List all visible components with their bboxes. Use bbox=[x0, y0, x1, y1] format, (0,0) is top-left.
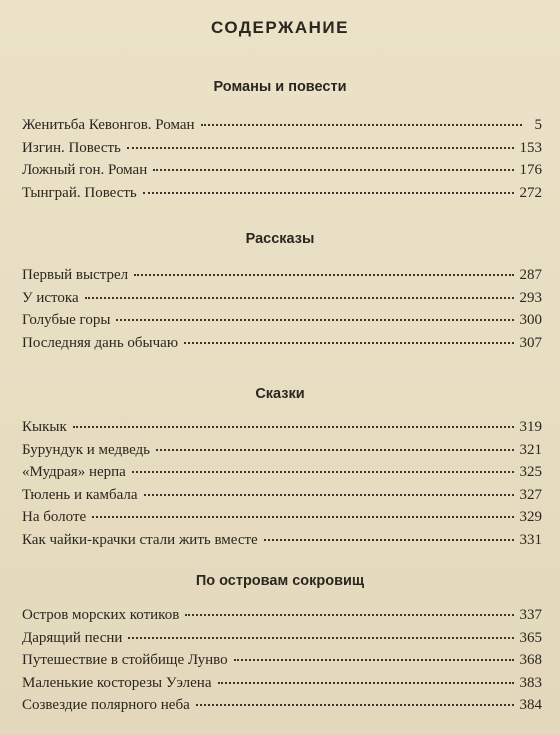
entry-page-number: 329 bbox=[519, 509, 542, 525]
entry-page-number: 368 bbox=[519, 652, 542, 668]
dot-leader bbox=[132, 470, 514, 473]
entry-title: Созвездие полярного неба bbox=[22, 697, 190, 713]
entry-title: Как чайки-крачки стали жить вместе bbox=[22, 531, 258, 548]
section-heading: По островам сокровищ bbox=[195, 573, 365, 589]
entry-page-number: 272 bbox=[519, 184, 542, 201]
entry-title: Бурундук и медведь bbox=[22, 441, 151, 458]
entry-page-number: 287 bbox=[519, 267, 542, 283]
entry-title: Маленькие косторезы Уэлена bbox=[22, 674, 212, 691]
dot-leader bbox=[85, 296, 514, 299]
entry-title: Путешествие в стойбище Лунво bbox=[22, 652, 228, 668]
dot-leader bbox=[143, 191, 514, 194]
toc-entry[interactable] bbox=[22, 442, 542, 465]
dot-leader bbox=[184, 341, 513, 344]
toc-entry[interactable] bbox=[22, 162, 542, 185]
dot-leader bbox=[196, 703, 514, 706]
entry-page-number: 321 bbox=[519, 441, 542, 458]
section-entries bbox=[22, 267, 542, 357]
dot-leader bbox=[134, 273, 513, 276]
dot-leader bbox=[234, 658, 514, 661]
toc-entry[interactable] bbox=[22, 290, 542, 313]
toc-entry[interactable] bbox=[22, 509, 542, 532]
toc-entry[interactable] bbox=[22, 117, 542, 140]
toc-entry[interactable] bbox=[22, 487, 542, 510]
section-entries bbox=[22, 419, 542, 554]
entry-page-number: 365 bbox=[519, 629, 542, 646]
dot-leader bbox=[218, 681, 514, 684]
toc-entry[interactable] bbox=[22, 675, 542, 698]
entry-title: Тынграй. Повесть bbox=[22, 184, 137, 201]
section-heading: Сказки bbox=[255, 386, 305, 402]
toc-entry[interactable] bbox=[22, 630, 542, 653]
toc-entry[interactable] bbox=[22, 532, 542, 555]
toc-entry[interactable] bbox=[22, 697, 542, 720]
section-heading: Рассказы bbox=[245, 231, 315, 247]
toc-entry[interactable] bbox=[22, 312, 542, 335]
entry-title: Тюлень и камбала bbox=[22, 486, 138, 503]
entry-page-number: 153 bbox=[519, 139, 542, 156]
toc-entry[interactable] bbox=[22, 607, 542, 630]
dot-leader bbox=[128, 636, 513, 639]
toc-entry[interactable] bbox=[22, 335, 542, 358]
entry-title: Голубые горы bbox=[22, 312, 111, 328]
dot-leader bbox=[116, 318, 513, 321]
entry-page-number: 319 bbox=[519, 419, 542, 435]
section-entries bbox=[22, 607, 542, 720]
entry-page-number: 337 bbox=[519, 607, 542, 623]
toc-entry[interactable] bbox=[22, 652, 542, 675]
entry-page-number: 383 bbox=[519, 674, 542, 691]
entry-title: Остров морских котиков bbox=[22, 607, 180, 623]
toc-entry[interactable] bbox=[22, 419, 542, 442]
dot-leader bbox=[156, 448, 513, 451]
entry-title: Изгин. Повесть bbox=[22, 139, 121, 156]
entry-page-number: 325 bbox=[519, 464, 542, 480]
section-heading: Романы и повести bbox=[213, 79, 347, 95]
entry-page-number: 331 bbox=[519, 531, 542, 548]
dot-leader bbox=[153, 168, 513, 171]
entry-title: У истока bbox=[22, 289, 79, 306]
entry-page-number: 300 bbox=[519, 312, 542, 328]
entry-page-number: 327 bbox=[519, 486, 542, 503]
dot-leader bbox=[185, 613, 513, 616]
page-title: СОДЕРЖАНИЕ bbox=[211, 18, 349, 37]
entry-title: Дарящий песни bbox=[22, 629, 123, 646]
entry-title: Первый выстрел bbox=[22, 267, 129, 283]
entry-title: Последняя дань обычаю bbox=[22, 334, 179, 351]
toc-entry[interactable] bbox=[22, 464, 542, 487]
entry-title: Женитьба Кевонгов. Роман bbox=[22, 117, 195, 133]
dot-leader bbox=[264, 538, 514, 541]
entry-title: «Мудрая» нерпа bbox=[22, 464, 126, 480]
dot-leader bbox=[127, 146, 514, 149]
toc-entry[interactable] bbox=[22, 140, 542, 163]
dot-leader bbox=[92, 515, 513, 518]
entry-page-number: 293 bbox=[519, 289, 542, 306]
entry-page-number: 307 bbox=[519, 334, 542, 351]
dot-leader bbox=[73, 425, 514, 428]
dot-leader bbox=[144, 493, 514, 496]
entry-title: На болоте bbox=[22, 509, 87, 525]
section-entries bbox=[22, 117, 542, 207]
entry-title: Ложный гон. Роман bbox=[22, 162, 148, 178]
entry-page-number: 176 bbox=[519, 162, 542, 178]
dot-leader bbox=[201, 123, 522, 126]
entry-page-number: 384 bbox=[519, 697, 542, 713]
entry-title: Кыкык bbox=[22, 419, 67, 435]
toc-entry[interactable] bbox=[22, 185, 542, 208]
toc-entry[interactable] bbox=[22, 267, 542, 290]
entry-page-number: 5 bbox=[534, 117, 542, 133]
